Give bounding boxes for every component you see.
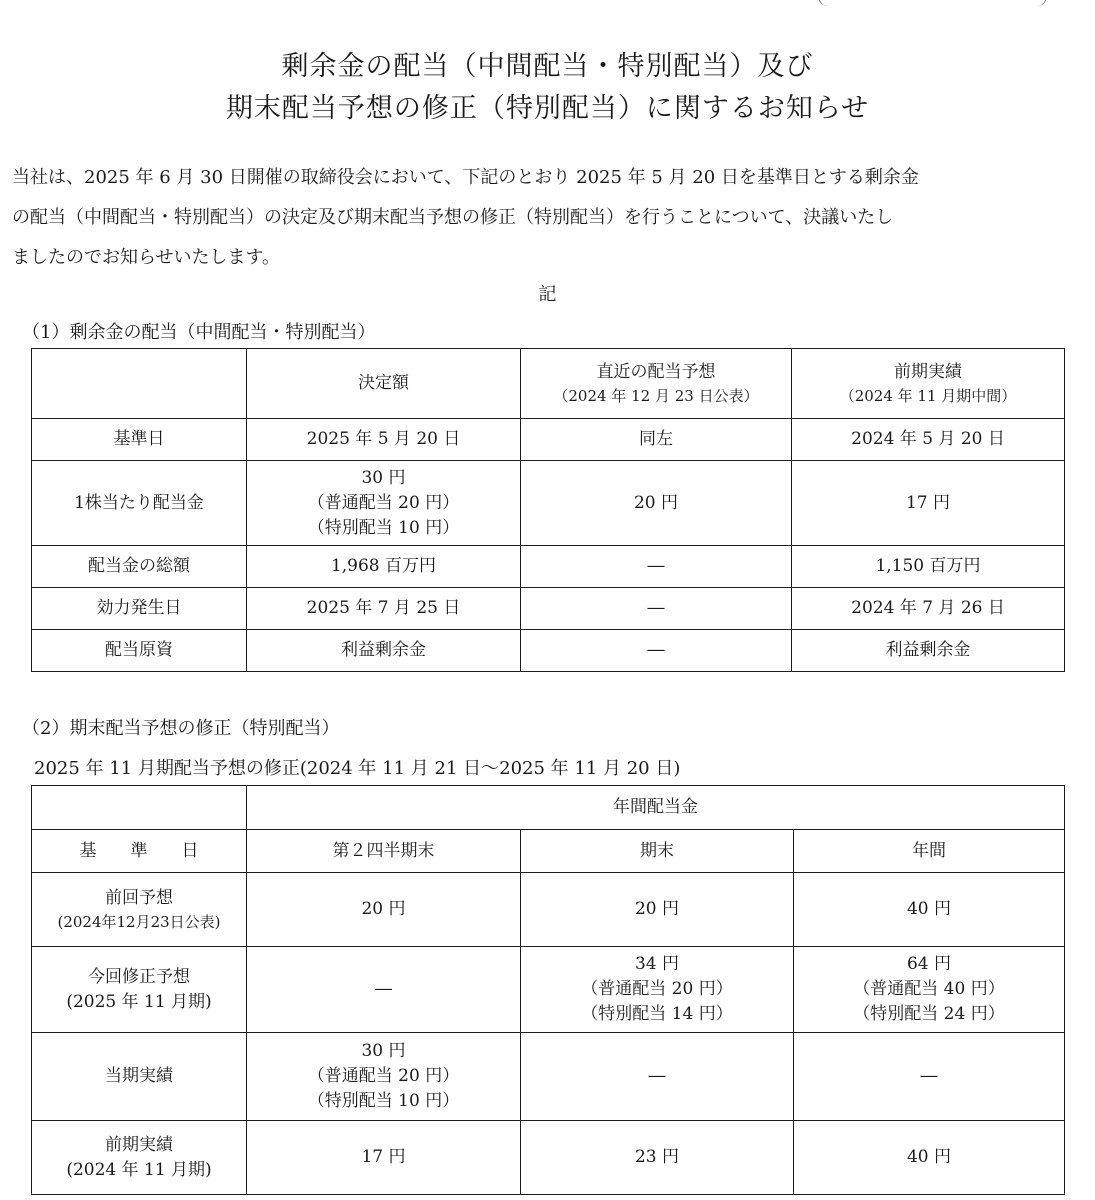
table-header-row	[32, 830, 1065, 873]
table-row	[32, 1121, 1065, 1195]
table-corner-cell	[32, 786, 247, 830]
header-bracket-right	[1028, 0, 1047, 6]
table-cell: 40 円	[794, 1121, 1065, 1195]
table-row	[32, 1033, 1065, 1121]
table-row	[32, 873, 1065, 947]
row-label: 前回予想 (2024年12月23日公表)	[32, 873, 247, 947]
table-row	[32, 947, 1065, 1033]
intro-line: 当社は、2025 年 6 月 30 日開催の取締役会において、下記のとおり 2025 年 5 月 20 日を基準日とする剰余金	[12, 167, 919, 188]
column-header: 決定額	[247, 349, 521, 419]
table-cell: 2024 年 5 月 20 日	[792, 419, 1065, 461]
intro-paragraph	[12, 158, 1072, 278]
table-cell: 20 円	[521, 873, 794, 947]
table-cell: ―	[521, 1033, 794, 1121]
table-cell: 17 円	[247, 1121, 521, 1195]
table-cell: 34 円 （普通配当 20 円） （特別配当 14 円）	[521, 947, 794, 1033]
table-row	[32, 546, 1065, 588]
table-cell: ―	[521, 588, 792, 630]
section1-heading: （1）剰余金の配当（中間配当・特別配当）	[22, 322, 376, 343]
table-cell: 20 円	[247, 873, 521, 947]
row-label: 1株当たり配当金	[32, 461, 247, 546]
row-label: 効力発生日	[32, 588, 247, 630]
table-cell: 同左	[521, 419, 792, 461]
row-label: 配当金の総額	[32, 546, 247, 588]
table-row	[32, 588, 1065, 630]
table-cell: 利益剰余金	[247, 630, 521, 672]
table-header-row	[32, 786, 1065, 830]
title-line-1: 剰余金の配当（中間配当・特別配当）及び	[281, 51, 814, 82]
table-cell: 2024 年 7 月 26 日	[792, 588, 1065, 630]
row-label: 基準日	[32, 419, 247, 461]
table-cell: 40 円	[794, 873, 1065, 947]
table-row	[32, 419, 1065, 461]
table-cell: 1,968 百万円	[247, 546, 521, 588]
dividend-table	[31, 348, 1065, 672]
table-cell: 64 円 （普通配当 40 円） （特別配当 24 円）	[794, 947, 1065, 1033]
row-label: 当期実績	[32, 1033, 247, 1121]
column-header: 第２四半期末	[247, 830, 521, 873]
row-label: 配当原資	[32, 630, 247, 672]
table-row	[32, 461, 1065, 546]
table-cell: 2025 年 5 月 20 日	[247, 419, 521, 461]
header-bracket-left	[818, 0, 833, 6]
table-corner-cell	[32, 349, 247, 419]
intro-line: ましたのでお知らせいたします。	[12, 247, 281, 268]
forecast-revision-table	[31, 785, 1065, 1195]
table-cell: 1,150 百万円	[792, 546, 1065, 588]
table-header-row	[32, 349, 1065, 419]
column-header: 前期実績 （2024 年 11 月期中間）	[792, 349, 1065, 419]
table-cell: 2025 年 7 月 25 日	[247, 588, 521, 630]
section2-subheading: 2025 年 11 月期配当予想の修正(2024 年 11 月 21 日～2025 年 11 月 20 日)	[34, 758, 681, 779]
intro-line: の配当（中間配当・特別配当）の決定及び期末配当予想の修正（特別配当）を行うことについて、決議いたし	[12, 207, 894, 228]
table-cell: 30 円 （普通配当 20 円） （特別配当 10 円）	[247, 1033, 521, 1121]
table-cell: ―	[521, 546, 792, 588]
ki-mark: 記	[538, 284, 557, 305]
table-cell: ―	[247, 947, 521, 1033]
section2-heading: （2）期末配当予想の修正（特別配当）	[22, 718, 340, 739]
column-header: 直近の配当予想 （2024 年 12 月 23 日公表）	[521, 349, 792, 419]
table-row	[32, 630, 1065, 672]
table-cell: 17 円	[792, 461, 1065, 546]
table-cell: 20 円	[521, 461, 792, 546]
table-cell: 30 円 （普通配当 20 円） （特別配当 10 円）	[247, 461, 521, 546]
table-cell: ―	[794, 1033, 1065, 1121]
table-cell: 23 円	[521, 1121, 794, 1195]
row-header: 基 準 日	[32, 830, 247, 873]
row-label: 今回修正予想 (2025 年 11 月期)	[32, 947, 247, 1033]
column-header: 年間	[794, 830, 1065, 873]
table-cell: ―	[521, 630, 792, 672]
row-label: 前期実績 (2024 年 11 月期)	[32, 1121, 247, 1195]
group-header: 年間配当金	[247, 786, 1065, 830]
table-cell: 利益剰余金	[792, 630, 1065, 672]
column-header: 期末	[521, 830, 794, 873]
title-line-2: 期末配当予想の修正（特別配当）に関するお知らせ	[225, 93, 870, 124]
